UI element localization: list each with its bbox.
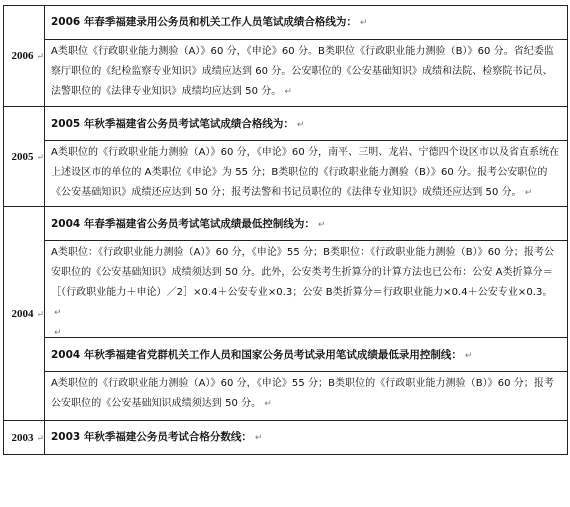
paragraph-mark-icon: ↵ [36,151,44,162]
section-heading: 2006 年春季福建录用公务员和机关工作人员笔试成绩合格线为： [51,16,357,28]
paragraph-mark-icon: ↵ [317,220,326,230]
section-body: A类职位的《行政职业能力测验（A）》60 分，《申论》55 分；B类职位的《行政职业能力测验（B）》60 分；报考公安职位的《公安基础知识成绩须达到 50 分。 [51,378,554,409]
year-label: 2003 [11,431,34,444]
paragraph-mark-icon: ↵ [284,87,292,97]
table-row-2006 [4,6,568,40]
year-label: 2006 [11,50,34,62]
section-heading: 2005 年秋季福建省公务员考试笔试成绩合格线为： [51,118,294,130]
section-heading: 2004 年秋季福建省党群机关工作人员和国家公务员考试录用笔试成绩最低录用控制线： [51,349,462,361]
paragraph-mark-icon: ↵ [36,432,44,443]
paragraph-mark-icon: ↵ [264,399,272,409]
heading-cell-2005 [45,107,568,141]
year-cell-2004 [4,207,45,421]
paragraph-mark-icon: ↵ [36,51,44,61]
paragraph-mark-icon: ↵ [359,18,368,28]
paragraph-mark-icon: ↵ [464,351,473,361]
table-row-2005 [4,107,568,141]
table-row-2004-autumn-body [4,372,568,421]
year-cell-2003 [4,421,45,455]
heading-cell-2003 [45,421,568,455]
heading-cell-2006 [45,6,568,40]
body-cell-2004-spring [45,241,568,338]
table-row-2006-body [4,40,568,107]
table-row-2004-spring-body [4,241,568,338]
heading-cell-2004-autumn [45,338,568,372]
table-row-2005-body [4,141,568,207]
year-cell-2005 [4,107,45,207]
section-heading: 2003 年秋季福建公务员考试合格分数线： [51,431,252,443]
paragraph-mark-icon: ↵ [36,308,44,319]
paragraph-mark-icon: ↵ [54,328,62,338]
section-heading: 2004 年春季福建省公务员考试笔试成绩最低控制线为： [51,218,315,230]
section-body: A类职位《行政职业能力测验（A）》60 分，《申论》60 分。B类职位《行政职业能力测验（B）》60 分。省纪委监察厅职位的《纪检监察专业知识》成绩应达到 60 分。公安职位的《公安基础知识》成绩和法院、检察院书记员、法警职位的《法律专业知识》成绩均应达到 50 分。 [51,46,554,97]
body-cell-2006 [45,40,568,107]
body-cell-2004-autumn [45,372,568,421]
table-row-2004 [4,207,568,241]
year-label: 2005 [11,150,34,163]
blank-line [51,323,562,337]
year-cell-2006 [4,6,45,107]
year-label: 2004 [11,307,34,320]
heading-cell-2004-spring [45,207,568,241]
table-row-2004-autumn [4,338,568,372]
paragraph-mark-icon: ↵ [296,120,305,130]
paragraph-mark-icon: ↵ [54,308,62,318]
paragraph-mark-icon: ↵ [524,188,533,198]
body-cell-2005 [45,141,568,207]
section-body: A类职位的《行政职业能力测验（A）》60 分，《申论》60 分，南平、三明、龙岩、宁德四个设区市以及省直系统在上述设区市的单位的 A类职位《申论》为 55 分；B类职位的《行政职业能力测验（B）》60 分。报考公安职位的《公安基础知识》成绩还应达到 50 分；报考法警和书记员职位的《法律专业知识》成绩还应达到 50 分。 [51,147,560,198]
section-body: A类职位：《行政职业能力测验（A）》60 分，《申论》55 分；B类职位：《行政职业能力测验（B）》60 分；报考公安职位的《公安基础知识》成绩须达到 50 分。此外，公安类考生折算分的计算方法也已公布：公安 A类折算分＝［（行政职业能力＋申论）／2］×0.4＋公安专业×0.3；公安 B类折算分＝行政职业能力×0.4＋公安专业×0.3。 [51,247,555,298]
score-table [3,5,568,455]
table-row-2003 [4,421,568,455]
paragraph-mark-icon: ↵ [254,433,263,443]
